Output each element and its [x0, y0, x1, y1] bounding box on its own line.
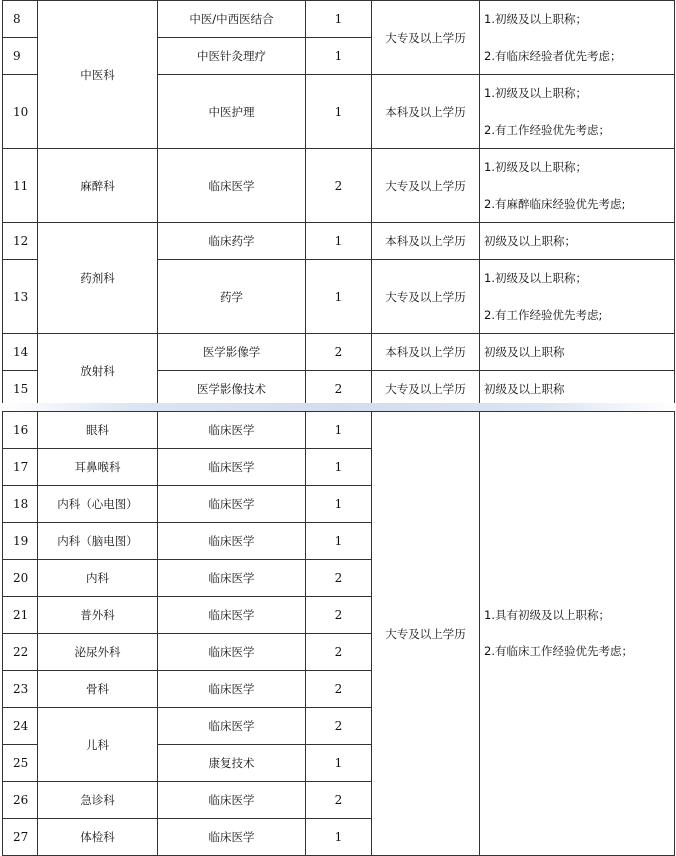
- major-cell: 临床医学: [158, 782, 306, 819]
- recruitment-table-part-1: [2, 0, 675, 408]
- count-cell: 2: [306, 334, 372, 371]
- table-row: [3, 1, 675, 38]
- count-cell: 2: [306, 671, 372, 708]
- row-number: 12: [3, 223, 38, 260]
- requirement-line: 1.初级及以上职称；: [484, 11, 587, 26]
- row-number: 15: [3, 371, 38, 408]
- requirement-line: 2.有麻醉临床经验优先考虑;: [484, 196, 626, 211]
- department-cell: 中医科: [38, 1, 158, 149]
- count-cell: 2: [306, 371, 372, 408]
- row-number: 20: [3, 560, 38, 597]
- major-cell: 中医针灸理疗: [158, 38, 306, 75]
- row-number: 27: [3, 819, 38, 856]
- requirement-line: 初级及以上职称；: [484, 233, 576, 248]
- education-cell: 大专及以上学历: [372, 1, 480, 75]
- count-cell: 1: [306, 223, 372, 260]
- department-cell: 麻醉科: [38, 149, 158, 223]
- major-cell: 临床医学: [158, 449, 306, 486]
- major-cell: 临床医学: [158, 412, 306, 449]
- count-cell: 1: [306, 449, 372, 486]
- count-cell: 1: [306, 38, 372, 75]
- count-cell: 2: [306, 597, 372, 634]
- requirement-line: 2.有临床工作经验优先考虑；: [484, 644, 633, 658]
- row-number: 22: [3, 634, 38, 671]
- table-row: [3, 334, 675, 371]
- requirement-cell: [480, 75, 675, 149]
- requirement-cell: [480, 149, 675, 223]
- education-cell: 大专及以上学历: [372, 260, 480, 334]
- row-number: 24: [3, 708, 38, 745]
- requirement-cell: [480, 371, 675, 408]
- major-cell: 临床医学: [158, 671, 306, 708]
- count-cell: 1: [306, 412, 372, 449]
- department-cell: 药剂科: [38, 223, 158, 334]
- department-cell: 急诊科: [38, 782, 158, 819]
- row-number: 8: [3, 1, 38, 38]
- major-cell: 临床医学: [158, 523, 306, 560]
- department-cell: 内科: [38, 560, 158, 597]
- table-row: [3, 149, 675, 223]
- count-cell: 1: [306, 819, 372, 856]
- requirement-line: 1.初级及以上职称；: [484, 270, 587, 285]
- department-cell: 眼科: [38, 412, 158, 449]
- row-number: 18: [3, 486, 38, 523]
- major-cell: 医学影像技术: [158, 371, 306, 408]
- requirement-cell: [480, 412, 675, 856]
- education-cell: 本科及以上学历: [372, 223, 480, 260]
- row-number: 23: [3, 671, 38, 708]
- recruitment-table-part-2: [2, 411, 675, 856]
- major-cell: 临床医学: [158, 560, 306, 597]
- major-cell: 临床药学: [158, 223, 306, 260]
- table-row: [3, 412, 675, 449]
- education-cell: 本科及以上学历: [372, 75, 480, 149]
- requirement-cell: [480, 334, 675, 371]
- count-cell: 1: [306, 523, 372, 560]
- major-cell: 临床医学: [158, 486, 306, 523]
- count-cell: 2: [306, 708, 372, 745]
- row-number: 10: [3, 75, 38, 149]
- department-cell: 儿科: [38, 708, 158, 782]
- department-cell: 泌尿外科: [38, 634, 158, 671]
- count-cell: 1: [306, 260, 372, 334]
- requirement-line: 1.初级及以上职称；: [484, 159, 587, 174]
- count-cell: 2: [306, 560, 372, 597]
- requirement-line: 1.初级及以上职称；: [484, 85, 587, 100]
- education-cell: 大专及以上学历: [372, 412, 480, 856]
- row-number: 19: [3, 523, 38, 560]
- major-cell: 中医护理: [158, 75, 306, 149]
- department-cell: 内科（心电图）: [38, 486, 158, 523]
- count-cell: 2: [306, 782, 372, 819]
- major-cell: 临床医学: [158, 708, 306, 745]
- requirement-line: 2.有临床经验者优先考虑；: [484, 48, 622, 63]
- department-cell: 放射科: [38, 334, 158, 408]
- count-cell: 1: [306, 745, 372, 782]
- row-number: 11: [3, 149, 38, 223]
- education-cell: 本科及以上学历: [372, 334, 480, 371]
- count-cell: 1: [306, 75, 372, 149]
- major-cell: 药学: [158, 260, 306, 334]
- major-cell: 临床医学: [158, 819, 306, 856]
- requirement-line: 初级及以上职称: [484, 344, 565, 359]
- count-cell: 1: [306, 486, 372, 523]
- major-cell: 康复技术: [158, 745, 306, 782]
- major-cell: 临床医学: [158, 597, 306, 634]
- department-cell: 骨科: [38, 671, 158, 708]
- department-cell: 普外科: [38, 597, 158, 634]
- requirement-cell: [480, 223, 675, 260]
- requirement-line: 2.有工作经验优先考虑；: [484, 122, 610, 137]
- requirement-cell: [480, 1, 675, 75]
- major-cell: 临床医学: [158, 149, 306, 223]
- row-number: 26: [3, 782, 38, 819]
- major-cell: 中医/中西医结合: [158, 1, 306, 38]
- count-cell: 2: [306, 634, 372, 671]
- row-number: 17: [3, 449, 38, 486]
- row-number: 13: [3, 260, 38, 334]
- row-number: 25: [3, 745, 38, 782]
- requirement-line: 2.有工作经验优先考虑;: [484, 307, 603, 322]
- row-number: 21: [3, 597, 38, 634]
- row-number: 14: [3, 334, 38, 371]
- major-cell: 临床医学: [158, 634, 306, 671]
- count-cell: 2: [306, 149, 372, 223]
- department-cell: 内科（脑电图）: [38, 523, 158, 560]
- table-row: [3, 223, 675, 260]
- major-cell: 医学影像学: [158, 334, 306, 371]
- count-cell: 1: [306, 1, 372, 38]
- education-cell: 大专及以上学历: [372, 371, 480, 408]
- department-cell: 体检科: [38, 819, 158, 856]
- education-cell: 大专及以上学历: [372, 149, 480, 223]
- requirement-line: 1.具有初级及以上职称；: [484, 608, 610, 622]
- row-number: 16: [3, 412, 38, 449]
- requirement-line: 初级及以上职称: [484, 381, 565, 396]
- requirement-cell: [480, 260, 675, 334]
- department-cell: 耳鼻喉科: [38, 449, 158, 486]
- row-number: 9: [3, 38, 38, 75]
- page-break-divider: [0, 403, 676, 411]
